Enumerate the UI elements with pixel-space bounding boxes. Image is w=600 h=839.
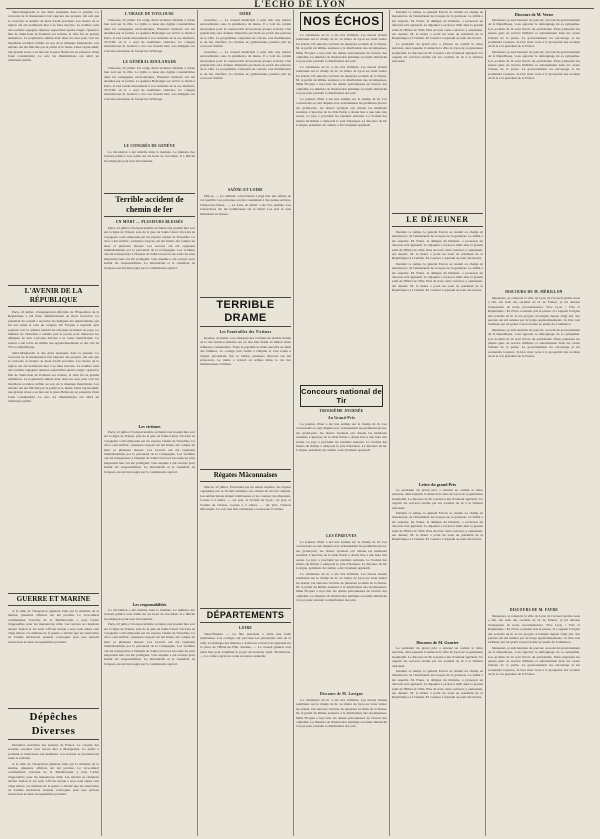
column-1 <box>6 10 102 836</box>
subhead: TROISIÈME JOURNÉE <box>319 409 364 413</box>
heading-box <box>300 385 383 407</box>
article-text: La circulation a été rétablie dans la matinée. Le ministre des travaux publics s'est rendu sur les lieux de l'accident. Il a félicité les employés pour leur dévouement. Paris, 22 juillet. Un épouvantable accident s'est produit hier soir sur la ligne de l'Ouest, près de la gare de Saint-Cloud. Un train de voyageurs a été tamponné par un express venant de Versailles. Le choc a été terrible : plusieurs wagons ont été brisés. On compte un mort et plusieurs blessés. Les secours ont été organisés immédiatement par le personnel de la Compagnie. Les victimes ont été transportées à l'hôpital de Saint-Cloud où les soins les plus empressés leur ont été prodigués. Une enquête a été ouverte pour établir les responsabilités. Le mécanicien et le chauffeur de l'express ont été interrogés par le commissaire spécial. <box>104 608 195 666</box>
heading-box <box>8 593 99 606</box>
heading-box <box>300 12 383 31</box>
column-4 <box>294 10 390 836</box>
subhead: LES ÉPREUVES <box>326 534 357 538</box>
article-text: Dernières nouvelles des stations de France. Le congrès des sociétés savantes s'est ouvert hier à Montpellier. Le préfet a souhaité la bienvenue aux membres. Les travaux se poursuivront toute la semaine. A la suite de l'inspection générale faite par le ministre de la marine, plusieurs officiers ont été promus. Le vice-amiral commandant l'escadre de la Méditerranée a reçu l'ordre d'appareiller pour les manœuvres d'été. Les navires se réuniront devant Toulon le 1er août. L'École navale a reçu cette année cent vingt élèves. Le ministre de la guerre a décidé que les réservistes de l'armée territoriale seraient convoqués pour une période d'exercices au mois de septembre prochain. <box>8 743 99 797</box>
article-text: Mâcon, 22 juillet. Favorisées par un temps superbe, les régates organisées par la Société nautique ont obtenu un succès complet. Les embarcations étaient nombreuses et les courses très disputées. Course à 4 rames. — 1er prix, la Société de Lyon ; 2e prix, la Société de Chalon. Course à 2 rames. — 1er prix, l'Aviron mâconnais. Le soir, une fête vénitienne a eu lieu sur la Saône. <box>200 485 291 512</box>
article-text: Toulouse, 22 juillet. Un orage d'une violence extrême a éclaté hier soir sur la ville. La grêle a causé des dégâts considérables dans les campagnes environnantes. Plusieurs maisons ont été atteintes par la foudre. Le général Boulanger est arrivé ce matin à Paris. Il s'est rendu directement à son domicile de la rue Dumont-d'Urville où il a reçu de nombreux visiteurs. Le congrès international de Genève a clos ses travaux hier. Les délégués ont voté une résolution en faveur de l'arbitrage. <box>104 18 195 53</box>
column-3 <box>198 10 294 836</box>
heading-box <box>200 608 291 623</box>
column-2 <box>102 10 198 836</box>
article-text: Le président du grand prix a adressé au comité la lettre suivante, dans laquelle il remercie la ville de Lyon de sa généreuse hospitalité. Le discours de M. Gourier a été vivement applaudi. Il a rappelé les services rendus par les sociétés de tir à la défense nationale. Pendant ce temps, le général Ferron se rendait au champ de manœuvres où l'attendaient les troupes de la garnison. Le défilé a été superbe. M. Faure, le délégué du ministre, a prononcé un discours très applaudi. Le déjeuner a eu lieu à midi dans la grande salle de l'Hôtel de Ville. Plus de trois cents convives y assistaient. Au dessert, M. le maire a porté un toast au président de la République et à l'armée. M. Gourier a répondu au nom des tireurs. <box>392 488 483 542</box>
column-5 <box>390 10 486 836</box>
subhead: DISCOURS DE M. FAVRE <box>509 608 559 612</box>
article-text: La cérémonie du tir a été très brillante. Les tireurs étaient nombreux sur le champ de tir. Le maire de Lyon est venu visiter les stands. On annonce l'arrivée de plusieurs sociétés de la Suisse. M. le préfet du Rhône assistera à la distribution des récompenses. Mme Floquet a reçu hier les dames patronnesses de l'œuvre des orphelins. Le ministre de l'instruction publique se rendra dimanche à Lyon pour présider la distribution des prix. <box>296 698 387 729</box>
heading-departements: DÉPARTEMENTS <box>206 610 285 620</box>
article-text: Roanne, 22 juillet. Les obsèques des victimes du terrible drame de la rue Sainte-Catherine ont eu lieu hier matin au milieu d'une affluence considérable. Toute la population s'était associée au deuil des familles. Le cortège s'est formé à l'hôpital et s'est rendu à l'église paroissiale. Sur la tombe, plusieurs discours ont été prononcés. Le maire a retracé en termes émus la vie des malheureuses victimes. <box>200 336 291 367</box>
heading-concours: Concours national de Tir <box>301 387 382 405</box>
heading-echos: NOS ÉCHOS <box>303 14 380 28</box>
article-text: Pendant ce temps, le général Ferron se rendait au champ de manœuvres où l'attendaient les troupes de la garnison. Le défilé a été superbe. M. Faure, le délégué du ministre, a prononcé un discours très applaudi. Le déjeuner a eu lieu à midi dans la grande salle de l'Hôtel de Ville. Plus de trois cents convives y assistaient. Au dessert, M. le maire a porté un toast au président de la République et à l'armée. M. Gourier a répondu au nom des tireurs. Pendant ce temps, le général Ferron se rendait au champ de manœuvres où l'attendaient les troupes de la garnison. Le défilé a été superbe. M. Faure, le délégué du ministre, a prononcé un discours très applaudi. Le déjeuner a eu lieu à midi dans la grande salle de l'Hôtel de Ville. Plus de trois cents convives y assistaient. Au dessert, M. le maire a porté un toast au président de la République et à l'armée. M. Gourier a répondu au nom des tireurs. <box>392 230 483 293</box>
heading-depeches: Dépêches Diverses <box>29 711 78 737</box>
article-text: Messieurs, je suis heureux de pouvoir, au nom du gouvernement de la République, vous apporter le témoignage de sa sympathie. Les sociétés de tir sont l'école du patriotisme. Elles préparent les jeunes gens au service militaire et entretiennent dans les cœurs l'amour de la patrie. Le gouvernement les encourage et les soutiendra toujours. Je lève mon verre à la prospérité des sociétés de tir et à la grandeur de la France. Messieurs, je suis heureux de pouvoir, au nom du gouvernement de la République, vous apporter le témoignage de sa sympathie. Les sociétés de tir sont l'école du patriotisme. Elles préparent les jeunes gens au service militaire et entretiennent dans les cœurs l'amour de la patrie. Le gouvernement les encourage et les soutiendra toujours. Je lève mon verre à la prospérité des sociétés de tir et à la grandeur de la France. <box>488 18 580 81</box>
article-text: La circulation a été rétablie dans la matinée. Le ministre des travaux publics s'est rendu sur les lieux de l'accident. Il a félicité les employés pour leur dévouement. <box>104 150 195 163</box>
heading-box <box>104 193 195 217</box>
subhead: Discours de M. Verne <box>514 12 554 17</box>
subhead: SAÔNE-ET-LOIRE <box>227 188 264 192</box>
article-text: La journée d'hier a été très animée sur le champ de tir. Les concurrents se sont disputé avec acharnement les premières places. Au grand-prix, les tireurs lyonnais ont obtenu les meilleurs résultats. L'épreuve de la cible Patrie a donné lieu à une lutte très serrée. Le jury a proclamé les résultats suivants. La Société des tireurs du Rhône a remporté le prix d'honneur. Le discours de M. Lavigne, président du comité, a été vivement applaudi. La cérémonie du tir a été très brillante. Les tireurs étaient nombreux sur le champ de tir. Le maire de Lyon est venu visiter les stands. On annonce l'arrivée de plusieurs sociétés de la Suisse. M. le préfet du Rhône assistera à la distribution des récompenses. Mme Floquet a reçu hier les dames patronnesses de l'œuvre des orphelins. Le ministre de l'instruction publique se rendra dimanche à Lyon pour présider la distribution des prix. <box>296 540 387 603</box>
subhead: Les Funérailles des Victimes <box>219 330 272 334</box>
heading-dejeuner: LE DÉJEUNER <box>406 215 469 224</box>
article-text: Pendant ce temps, le général Ferron se rendait au champ de manœuvres où l'attendaient les troupes de la garnison. Le défilé a été superbe. M. Faure, le délégué du ministre, a prononcé un discours très applaudi. Le déjeuner a eu lieu à midi dans la grande salle de l'Hôtel de Ville. Plus de trois cents convives y assistaient. Au dessert, M. le maire a porté un toast au président de la République et à l'armée. M. Gourier a répondu au nom des tireurs. Le président du grand prix a adressé au comité la lettre suivante, dans laquelle il remercie la ville de Lyon de sa généreuse hospitalité. Le discours de M. Gourier a été vivement applaudi. Il a rappelé les services rendus par les sociétés de tir à la défense nationale. <box>392 10 483 64</box>
subhead: Lettre du grand Prix <box>418 482 457 487</box>
subhead: UN MORT — PLUSIEURS BLESSÉS <box>115 220 184 224</box>
masthead: L'ECHO DE LYON <box>254 0 346 8</box>
heading-box <box>200 297 291 327</box>
heading-drame: TERRIBLE DRAME <box>216 299 275 324</box>
article-text: A la suite de l'inspection générale faite par le ministre de la marine, plusieurs officiers ont été promus. Le vice-amiral commandant l'escadre de la Méditerranée a reçu l'ordre d'appareiller pour les manœuvres d'été. Les navires se réuniront devant Toulon le 1er août. L'École navale a reçu cette année cent vingt élèves. Le ministre de la guerre a décidé que les réservistes de l'armée territoriale seraient convoqués pour une période d'exercices au mois de septembre prochain. <box>8 609 99 644</box>
subhead: Discours de M. Lavigne <box>320 692 363 696</box>
article-text: Paris, 22 juillet. L'inauguration officielle de l'Exposition de la République a été fixée définitivement au mois d'octobre. Le président du conseil a reçu hier les délégués des départements, qui lui ont remis le vœu du congrès. M. Floquet a répondu qu'il espérait voir se réaliser bientôt les réformes promises au pays. Le ministre de l'intérieur a ensuite pris la parole pour remercier les délégués de leur concours dévoué à la cause républicaine. La séance a été levée au milieu des applaudissements et des cris de Vive la République. Saint-Marguerite et des deux Arsenaux dans la journée. Le concours de la Renaissance fait toujours des progrès. On sait que le concours se tiendra au mois d'août prochain. Les tireurs de la région ont été nombreux hier à se faire inscrire. Le nombre total des sociétés engagées dépasse aujourd'hui quatre-vingts. Quand la fête de Saint-Jean de Pomaret est arrivée, la ville fut en grande animation. La population entière était dans les rues pour voir les bataillons scolaires défiler au son de la musique municipale. Les enfants ont été félicités par le préfet et le maire. Dans l'après-midi, une grande revue a eu lieu sur la place Bellecour en présence d'une foule considérable. Le soir, les illuminations ont attiré un nombreux public. <box>8 310 99 404</box>
subhead: L'ORAGE DE TOULOUSE <box>125 12 174 16</box>
subhead: ISÈRE <box>239 12 252 16</box>
article-text: Toulouse, 22 juillet. Un orage d'une violence extrême a éclaté hier soir sur la ville. La grêle a causé des dégâts considérables dans les campagnes environnantes. Plusieurs maisons ont été atteintes par la foudre. Le général Boulanger est arrivé ce matin à Paris. Il s'est rendu directement à son domicile de la rue Dumont-d'Urville où il a reçu de nombreux visiteurs. Le congrès international de Genève a clos ses travaux hier. Les délégués ont voté une résolution en faveur de l'arbitrage. <box>104 66 195 101</box>
top-rule <box>6 8 594 9</box>
article-text: Le président du grand prix a adressé au comité la lettre suivante, dans laquelle il remercie la ville de Lyon de sa généreuse hospitalité. Le discours de M. Gourier a été vivement applaudi. Il a rappelé les services rendus par les sociétés de tir à la défense nationale. Pendant ce temps, le général Ferron se rendait au champ de manœuvres où l'attendaient les troupes de la garnison. Le défilé a été superbe. M. Faure, le délégué du ministre, a prononcé un discours très applaudi. Le déjeuner a eu lieu à midi dans la grande salle de l'Hôtel de Ville. Plus de trois cents convives y assistaient. Au dessert, M. le maire a porté un toast au président de la République et à l'armée. M. Gourier a répondu au nom des tireurs. <box>392 646 483 700</box>
article-text: Messieurs, je remercie la ville de Lyon de l'accueil qu'elle nous a fait. Au nom des sociétés de tir de France, je lui adresse l'expression de notre reconnaissance. Vive Lyon ! Vive la République ! M. Favre a ensuite pris la parole. Il a rappelé l'origine des sociétés de tir et les progrès accomplis depuis vingt ans. Ses paroles ont été saluées par de longs applaudissements. La fête s'est terminée par un grand concert donné au palais du Commerce. Messieurs, je suis heureux de pouvoir, au nom du gouvernement de la République, vous apporter le témoignage de sa sympathie. Les sociétés de tir sont l'école du patriotisme. Elles préparent les jeunes gens au service militaire et entretiennent dans les cœurs l'amour de la patrie. Le gouvernement les encourage et les soutiendra toujours. Je lève mon verre à la prospérité des sociétés de tir et à la grandeur de la France. <box>488 296 580 359</box>
heading-box <box>8 285 99 307</box>
article-text: Saint-Marguerite et des deux Arsenaux dans la journée. Le concours de la Renaissance fait toujours des progrès. On sait que le concours se tiendra au mois d'août prochain. Les tireurs de la région ont été nombreux hier à se faire inscrire. Le nombre total des sociétés engagées dépasse aujourd'hui quatre-vingts. Quand la fête de Saint-Jean de Pomaret est arrivée, la ville fut en grande animation. La population entière était dans les rues pour voir les bataillons scolaires défiler au son de la musique municipale. Les enfants ont été félicités par le préfet et le maire. Dans l'après-midi, une grande revue a eu lieu sur la place Bellecour en présence d'une foule considérable. Le soir, les illuminations ont attiré un nombreux public. <box>8 10 99 63</box>
article-text: La cérémonie du tir a été très brillante. Les tireurs étaient nombreux sur le champ de tir. Le maire de Lyon est venu visiter les stands. On annonce l'arrivée de plusieurs sociétés de la Suisse. M. le préfet du Rhône assistera à la distribution des récompenses. Mme Floquet a reçu hier les dames patronnesses de l'œuvre des orphelins. Le ministre de l'instruction publique se rendra dimanche à Lyon pour présider la distribution des prix. La cérémonie du tir a été très brillante. Les tireurs étaient nombreux sur le champ de tir. Le maire de Lyon est venu visiter les stands. On annonce l'arrivée de plusieurs sociétés de la Suisse. M. le préfet du Rhône assistera à la distribution des récompenses. Mme Floquet a reçu hier les dames patronnesses de l'œuvre des orphelins. Le ministre de l'instruction publique se rendra dimanche à Lyon pour présider la distribution des prix. La journée d'hier a été très animée sur le champ de tir. Les concurrents se sont disputé avec acharnement les premières places. Au grand-prix, les tireurs lyonnais ont obtenu les meilleurs résultats. L'épreuve de la cible Patrie a donné lieu à une lutte très serrée. Le jury a proclamé les résultats suivants. La Société des tireurs du Rhône a remporté le prix d'honneur. Le discours de M. Lavigne, président du comité, a été vivement applaudi. <box>296 33 387 128</box>
article-text: Paris, 22 juillet. Un épouvantable accident s'est produit hier soir sur la ligne de l'Ouest, près de la gare de Saint-Cloud. Un train de voyageurs a été tamponné par un express venant de Versailles. Le choc a été terrible : plusieurs wagons ont été brisés. On compte un mort et plusieurs blessés. Les secours ont été organisés immédiatement par le personnel de la Compagnie. Les victimes ont été transportées à l'hôpital de Saint-Cloud où les soins les plus empressés leur ont été prodigués. Une enquête a été ouverte pour établir les responsabilités. Le mécanicien et le chauffeur de l'express ont été interrogés par le commissaire spécial. <box>104 226 195 270</box>
article-text: Messieurs, je remercie la ville de Lyon de l'accueil qu'elle nous a fait. Au nom des sociétés de tir de France, je lui adresse l'expression de notre reconnaissance. Vive Lyon ! Vive la République ! M. Favre a ensuite pris la parole. Il a rappelé l'origine des sociétés de tir et les progrès accomplis depuis vingt ans. Ses paroles ont été saluées par de longs applaudissements. La fête s'est terminée par un grand concert donné au palais du Commerce. Messieurs, je suis heureux de pouvoir, au nom du gouvernement de la République, vous apporter le témoignage de sa sympathie. Les sociétés de tir sont l'école du patriotisme. Elles préparent les jeunes gens au service militaire et entretiennent dans les cœurs l'amour de la patrie. Le gouvernement les encourage et les soutiendra toujours. Je lève mon verre à la prospérité des sociétés de tir et à la grandeur de la France. <box>488 614 580 677</box>
subhead: LE GÉNÉRAL BOULANGER <box>122 60 177 64</box>
article-text: Grenoble. — Le conseil municipal a tenu hier une séance extraordinaire sous la présidence du maire. Il a voté les crédits nécessaires pour la construction du nouveau groupe scolaire. Une grande fête sera donnée dimanche prochain au profit des pauvres de la ville. Le programme comprend un concert, une illumination et un feu d'artifice. La Société de gymnastique prendra part au concours fédéral. Grenoble. — Le conseil municipal a tenu hier une séance extraordinaire sous la présidence du maire. Il a voté les crédits nécessaires pour la construction du nouveau groupe scolaire. Une grande fête sera donnée dimanche prochain au profit des pauvres de la ville. Le programme comprend un concert, une illumination et un feu d'artifice. La Société de gymnastique prendra part au concours fédéral. <box>200 18 291 81</box>
subhead: Les victimes <box>138 424 161 429</box>
columns <box>6 10 594 836</box>
subhead: Les responsabilités <box>132 602 167 607</box>
heading-box <box>8 708 99 740</box>
heading-regates: Régates Mâconnaises <box>213 471 278 479</box>
subhead: LOIRE <box>238 626 253 630</box>
heading-avenir: L'AVENIR DE LA RÉPUBLIQUE <box>24 287 83 304</box>
article-text: Paris, 22 juillet. Un épouvantable accident s'est produit hier soir sur la ligne de l'Ouest, près de la gare de Saint-Cloud. Un train de voyageurs a été tamponné par un express venant de Versailles. Le choc a été terrible : plusieurs wagons ont été brisés. On compte un mort et plusieurs blessés. Les secours ont été organisés immédiatement par le personnel de la Compagnie. Les victimes ont été transportées à l'hôpital de Saint-Cloud où les soins les plus empressés leur ont été prodigués. Une enquête a été ouverte pour établir les responsabilités. Le mécanicien et le chauffeur de l'express ont été interrogés par le commissaire spécial. <box>104 430 195 474</box>
heading-box <box>392 213 483 227</box>
subhead: Discours de M. Gourier <box>416 640 459 645</box>
column-6 <box>486 10 582 836</box>
article-text: La journée d'hier a été très animée sur le champ de tir. Les concurrents se sont disputé avec acharnement les premières places. Au grand-prix, les tireurs lyonnais ont obtenu les meilleurs résultats. L'épreuve de la cible Patrie a donné lieu à une lutte très serrée. Le jury a proclamé les résultats suivants. La Société des tireurs du Rhône a remporté le prix d'honneur. Le discours de M. Lavigne, président du comité, a été vivement applaudi. <box>296 422 387 453</box>
article-text: Saint-Étienne. — La fête patronale a attiré une foule nombreuse. Les cortèges ont parcouru les principales rues de la ville. La musique des mineurs a donné un concert très applaudi sur la place de l'Hôtel-de-Ville. Roanne. — Le conseil général s'est réuni hier pour examiner le projet du nouveau canal. Montbrison. — Le comice agricole a tenu sa séance annuelle. <box>200 632 291 659</box>
heading-box <box>200 469 291 482</box>
heading-guerre: GUERRE ET MARINE <box>16 595 91 603</box>
subhead: LE CONGRÈS DE GENÈVE <box>123 144 176 148</box>
subhead: DISCOURS DE M. MÉRILLON <box>505 290 563 294</box>
subhead: Au Grand-Prix <box>327 416 356 420</box>
article-text: Mâcon. — Le tribunal correctionnel a jugé hier une affaire de vol qualifié. Les prévenus ont été condamnés à des peines sévères. Chalon-sur-Saône. — La foire de juillet a été très animée. Les transactions ont été nombreuses sur le bétail. Les prix se sont maintenus en hausse. <box>200 194 291 216</box>
heading-accident: Terrible accident de chemin de fer <box>115 195 184 214</box>
